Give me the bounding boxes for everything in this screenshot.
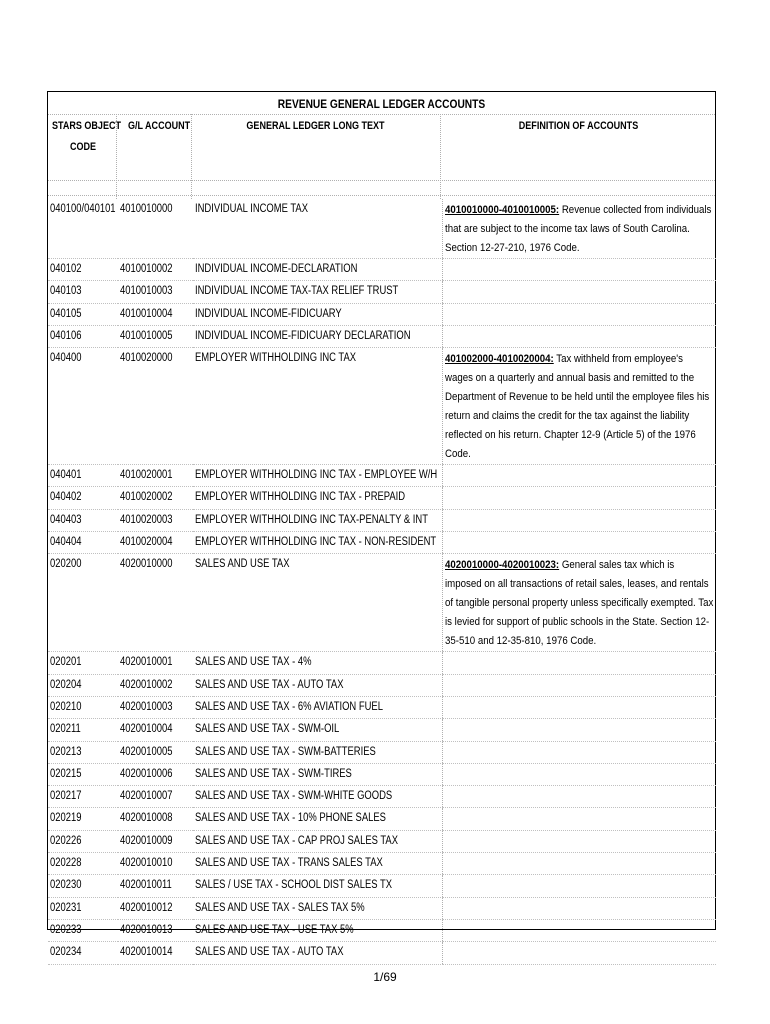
gl-account-text: 4020010009 [120,834,173,847]
stars-object-code-text: 040100/040101 [50,203,116,215]
long-text-text: INDIVIDUAL INCOME-FIDICUARY [195,307,342,320]
account-definition [442,532,716,554]
account-definition [442,786,716,808]
gl-account [118,325,193,347]
ledger-table [48,199,716,965]
long-text [193,487,442,509]
long-text [193,303,442,325]
table-row [48,897,716,919]
table-row [48,487,716,509]
account-definition [442,942,716,964]
stars-object-code [48,719,118,741]
spacer-divider [48,195,715,196]
long-text [193,532,442,554]
long-text [193,942,442,964]
account-definition [442,875,716,897]
gl-account [118,465,193,487]
stars-object-code [48,853,118,875]
stars-object-code [48,487,118,509]
gl-account [118,696,193,718]
header-divider [48,180,715,181]
long-text [193,875,442,897]
table-row [48,465,716,487]
long-text-text: SALES AND USE TAX - CAP PROJ SALES TAX [195,834,399,847]
long-text [193,808,442,830]
long-text [193,259,442,281]
stars-object-code-text: 040103 [50,285,82,298]
long-text-text: SALES AND USE TAX - SWM-OIL [195,723,340,736]
gl-account-text: 4010010002 [120,263,173,275]
gl-account [118,786,193,808]
gl-account-text: 4020010010 [120,857,173,870]
gl-account-text: 4020010013 [120,923,173,936]
stars-object-code-text: 040404 [50,536,82,549]
table-row [48,532,716,554]
stars-object-code-text: 040402 [50,491,82,504]
stars-object-code [48,741,118,763]
stars-object-code [48,303,118,325]
long-text-text: SALES / USE TAX - SCHOOL DIST SALES TX [195,879,393,892]
table-row [48,281,716,303]
long-text-text: SALES AND USE TAX - AUTO TAX [195,678,344,691]
long-text [193,652,442,674]
gl-account [118,674,193,696]
long-text [193,741,442,763]
gl-account [118,199,193,259]
gl-account-text: 4010020000 [120,352,173,365]
stars-object-code-text: 020234 [50,946,82,959]
stars-object-code-text: 040106 [50,329,82,342]
gl-account [118,741,193,763]
gl-account [118,281,193,303]
stars-object-code-text: 020219 [50,812,82,825]
account-definition [442,348,716,465]
stars-object-code-text: 020210 [50,700,82,713]
stars-object-code [48,897,118,919]
long-text [193,830,442,852]
long-text-text: EMPLOYER WITHHOLDING INC TAX - EMPLOYEE W/H [195,469,438,482]
long-text [193,348,442,465]
gl-account-text: 4010020003 [120,513,173,526]
gl-account-text: 4020010012 [120,901,173,914]
stars-object-code [48,919,118,941]
stars-object-code-text: 020201 [50,656,82,669]
account-definition [442,465,716,487]
gl-account [118,509,193,531]
gl-account-text: 4010010004 [120,307,173,320]
stars-object-code [48,199,118,259]
definition-account-range: 4020010000-4020010023: [444,559,559,572]
header-gl-account: G/L ACCOUNT [128,120,191,132]
gl-account-text: 4010010000 [120,203,173,215]
account-definition [442,897,716,919]
table-row [48,741,716,763]
account-definition [442,303,716,325]
definition-text [445,556,713,651]
gl-account [118,719,193,741]
account-definition [442,674,716,696]
gl-account-text: 4010020002 [120,491,173,504]
account-definition [442,763,716,785]
stars-object-code [48,532,118,554]
stars-object-code-text: 020211 [50,723,81,736]
gl-account-text: 4010010003 [120,285,173,298]
stars-object-code-text: 040105 [50,307,82,320]
gl-account-text: 4010020004 [120,536,173,549]
gl-account-text: 4020010000 [120,558,173,571]
account-definition [442,281,716,303]
gl-account [118,259,193,281]
gl-account-text: 4010010005 [120,329,173,342]
long-text [193,509,442,531]
account-definition [442,259,716,281]
long-text-text: EMPLOYER WITHHOLDING INC TAX - PREPAID [195,491,406,504]
long-text [193,281,442,303]
long-text-text: SALES AND USE TAX - 10% PHONE SALES [195,812,386,825]
stars-object-code-text: 020217 [50,790,82,803]
gl-account-text: 4020010007 [120,790,173,803]
account-definition [442,509,716,531]
table-row [48,719,716,741]
stars-object-code-text: 040403 [50,513,82,526]
title-divider [48,114,715,115]
stars-object-code [48,325,118,347]
gl-account-text: 4020010004 [120,723,173,736]
long-text-text: EMPLOYER WITHHOLDING INC TAX - NON-RESIDENT [195,536,437,549]
stars-object-code [48,554,118,652]
long-text [193,897,442,919]
long-text-text: SALES AND USE TAX - USE TAX 5% [195,923,354,936]
long-text-text: EMPLOYER WITHHOLDING INC TAX-PENALTY & INT [195,513,428,526]
long-text [193,719,442,741]
long-text [193,786,442,808]
stars-object-code-text: 020215 [50,767,82,780]
gl-account [118,532,193,554]
definition-body: General sales tax which is imposed on all transactions of retail sales, leases, and rentals of tangible personal property unless specifically exempted. Tax is levied for support of public schools in the State. Section 12-35-510 and 12-35-810, 1976 Code. [444,559,713,648]
gl-account [118,554,193,652]
table-row [48,763,716,785]
long-text-text: SALES AND USE TAX - 4% [195,656,312,669]
page-title: REVENUE GENERAL LEDGER ACCOUNTS [277,97,486,111]
long-text-text: SALES AND USE TAX - SWM-TIRES [195,767,352,780]
long-text-text: INDIVIDUAL INCOME-DECLARATION [195,263,358,275]
gl-account [118,763,193,785]
table-row [48,303,716,325]
gl-account [118,897,193,919]
long-text-text: INDIVIDUAL INCOME TAX-TAX RELIEF TRUST [195,285,399,298]
gl-account-text: 4020010014 [120,946,173,959]
account-definition [442,696,716,718]
account-definition [442,554,716,652]
table-row [48,919,716,941]
table-row [48,696,716,718]
stars-object-code [48,942,118,964]
col-divider-1 [116,114,117,199]
long-text-text: INDIVIDUAL INCOME TAX [195,203,309,215]
stars-object-code [48,509,118,531]
stars-object-code-text: 040400 [50,352,82,365]
table-row [48,199,716,259]
stars-object-code [48,875,118,897]
long-text-text: SALES AND USE TAX - AUTO TAX [195,946,344,959]
table-row [48,942,716,964]
definition-account-range: 401002000-4010020004: [444,353,554,366]
table-row [48,259,716,281]
long-text [193,554,442,652]
stars-object-code [48,696,118,718]
stars-object-code [48,763,118,785]
col-divider-2 [191,114,192,199]
stars-object-code [48,808,118,830]
table-row [48,325,716,347]
table-row [48,786,716,808]
long-text [193,325,442,347]
stars-object-code-text: 020230 [50,879,82,892]
table-row [48,853,716,875]
account-definition [442,652,716,674]
stars-object-code-text: 020204 [50,678,82,691]
stars-object-code [48,348,118,465]
long-text-text: EMPLOYER WITHHOLDING INC TAX [195,352,357,365]
gl-account [118,487,193,509]
gl-account [118,808,193,830]
account-definition [442,741,716,763]
account-definition [442,919,716,941]
gl-account [118,942,193,964]
gl-account-text: 4020010001 [120,656,173,669]
long-text [193,674,442,696]
long-text [193,853,442,875]
table-row [48,509,716,531]
gl-account [118,830,193,852]
gl-account [118,875,193,897]
account-definition [442,830,716,852]
table-row [48,830,716,852]
gl-account [118,303,193,325]
long-text-text: SALES AND USE TAX - SALES TAX 5% [195,901,365,914]
long-text-text: INDIVIDUAL INCOME-FIDICUARY DECLARATION [195,329,411,342]
definition-body: Tax withheld from employee's wages on a quarterly and annual basis and remitted to the Department of Revenue to be held until the employee files his return and claims the credit for the tax against the liability reflected on his return. Chapter 12-9 (Article 5) of the 1976 Code. [444,353,709,461]
long-text-text: SALES AND USE TAX - SWM-WHITE GOODS [195,790,393,803]
table-row [48,348,716,465]
long-text [193,199,442,259]
stars-object-code-text: 040401 [50,469,82,482]
long-text [193,919,442,941]
gl-account-text: 4020010005 [120,745,173,758]
account-definition [442,853,716,875]
definition-text [445,350,713,464]
page-number: 1/69 [373,970,397,984]
table-row [48,652,716,674]
table-row [48,674,716,696]
account-definition [442,808,716,830]
stars-object-code [48,674,118,696]
header-stars-object: STARS OBJECT [52,120,121,132]
account-definition [442,487,716,509]
gl-account-text: 4020010008 [120,812,173,825]
stars-object-code-text: 020228 [50,857,82,870]
gl-account-text: 4020010003 [120,700,173,713]
gl-account-text: 4020010002 [120,678,173,691]
long-text [193,696,442,718]
gl-account-text: 4020010011 [120,879,172,892]
stars-object-code [48,830,118,852]
table-row [48,554,716,652]
long-text-text: SALES AND USE TAX - SWM-BATTERIES [195,745,376,758]
long-text [193,763,442,785]
account-definition [442,325,716,347]
stars-object-code-text: 020200 [50,558,82,571]
gl-account-text: 4020010006 [120,767,173,780]
ledger-sheet [47,91,716,959]
stars-object-code-text: 020233 [50,923,82,936]
account-definition [442,199,716,259]
stars-object-code-text: 020226 [50,834,82,847]
header-long-text: GENERAL LEDGER LONG TEXT [246,120,385,132]
long-text-text: SALES AND USE TAX - 6% AVIATION FUEL [195,700,383,713]
long-text-text: SALES AND USE TAX [195,558,290,571]
stars-object-code [48,465,118,487]
definition-body: Revenue collected from individuals that are subject to the income tax laws of South Carolina. Section 12-27-210, 1976 Code. [444,204,711,254]
gl-account [118,348,193,465]
account-definition [442,719,716,741]
table-row [48,808,716,830]
header-definition: DEFINITION OF ACCOUNTS [518,120,639,132]
col-divider-3 [440,114,441,199]
long-text-text: SALES AND USE TAX - TRANS SALES TAX [195,857,383,870]
stars-object-code [48,259,118,281]
stars-object-code [48,281,118,303]
gl-account [118,652,193,674]
gl-account [118,853,193,875]
stars-object-code-text: 020231 [50,901,82,914]
definition-text [445,201,713,258]
stars-object-code-text: 040102 [50,263,82,275]
long-text [193,465,442,487]
table-row [48,875,716,897]
gl-account [118,919,193,941]
gl-account-text: 4010020001 [120,469,173,482]
header-stars-code: CODE [70,141,97,153]
definition-account-range: 4010010000-4010010005: [444,204,559,216]
stars-object-code [48,652,118,674]
stars-object-code [48,786,118,808]
stars-object-code-text: 020213 [50,745,82,758]
